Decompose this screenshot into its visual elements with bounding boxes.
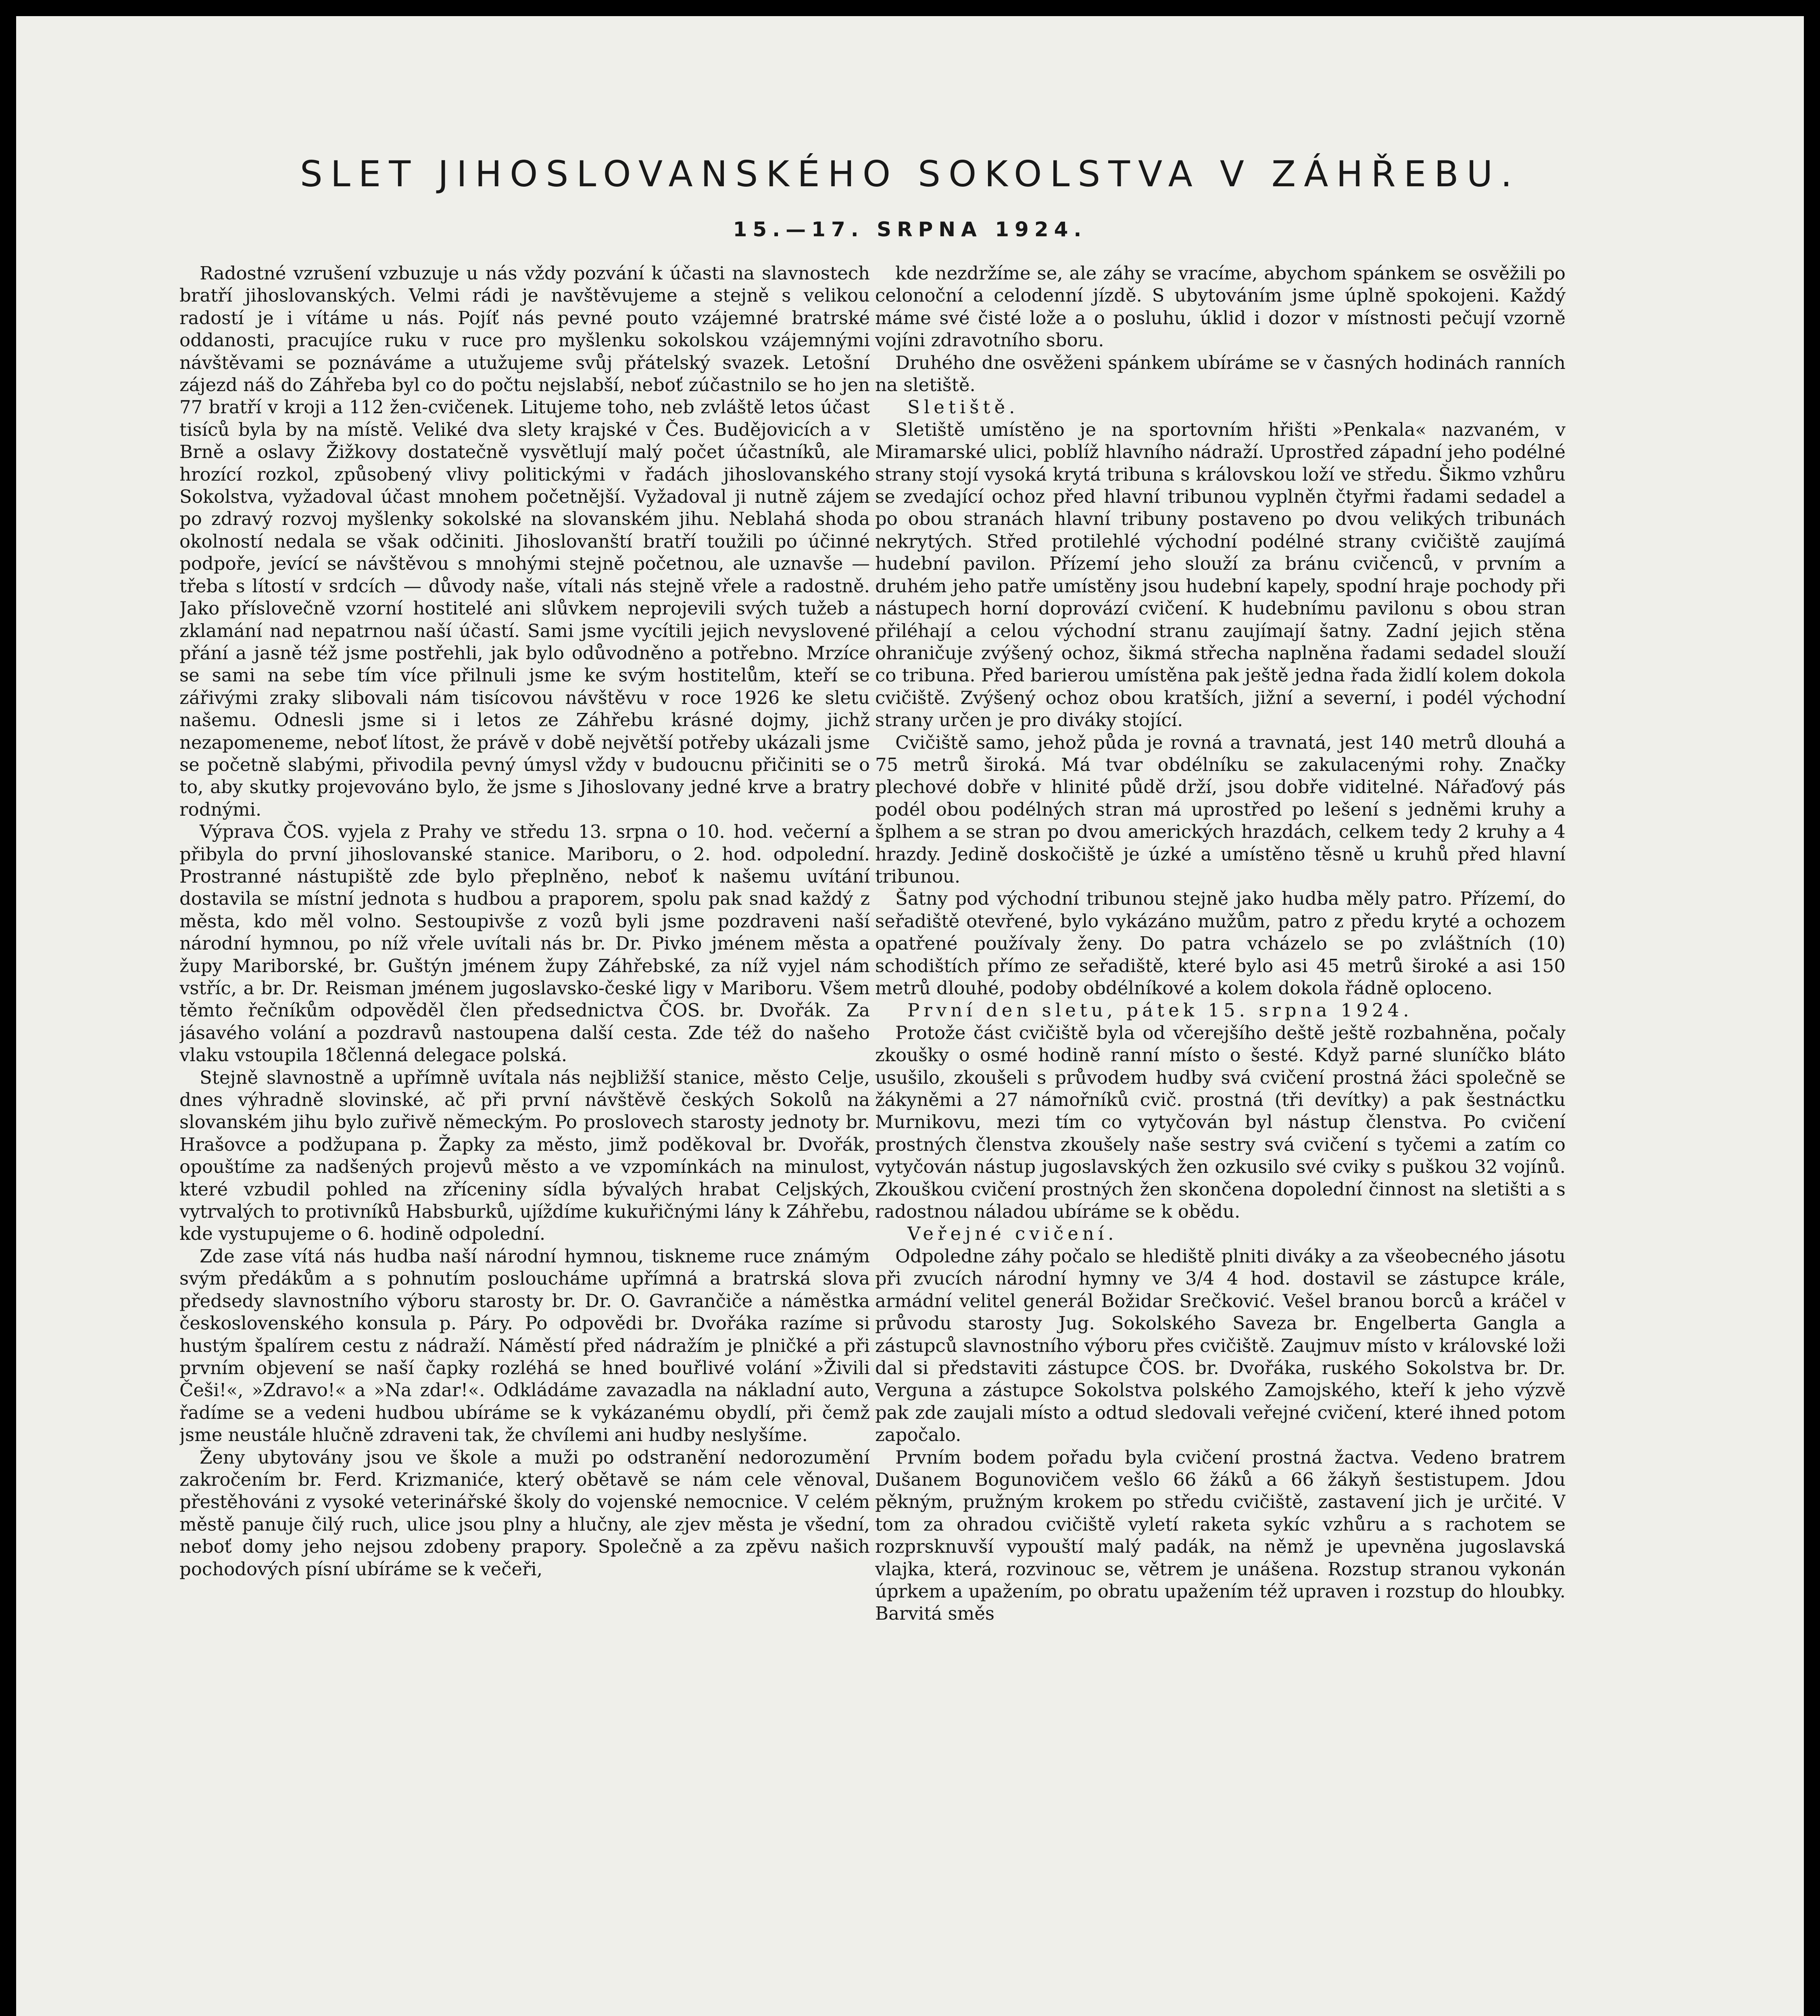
paragraph: Radostné vzrušení vzbuzuje u nás vždy pozvání k účasti na slavnostech bratří jihoslovanských. Velmi rádi je navštěvujeme a stejně s velikou radostí je i vítáme u nás. Pojíť nás pevné pouto vzájemné bratrské oddanosti, pracujíce ruku v ruce pro myšlenku sokolskou vzájemnými návštěvami se poznáváme a utužujeme svůj přátelský svazek. Letošní zájezd náš do Záhřeba byl co do počtu nejslabší, neboť zúčastnilo se ho jen 77 bratří v kroji a 112 žen-cvičenek. Litujeme toho, neb zvláště letos účast tisíců byla by na místě. Veliké dva slety krajské v Čes. Budějovicích a v Brně a oslavy Žižkovy dostatečně vysvětlují malý počet účastníků, ale hrozící rozkol, způsobený vlivy politickými v řadách jihoslovanského Sokolstva, vyžadoval účast mnohem početnější. Vyžadoval ji nutně zájem po zdravý rozvoj myšlenky sokolské na slovanském jihu. Neblahá shoda okolností nedala se však odčiniti. Jihoslovanští bratří toužili po účinné podpoře, jevící se návštěvou s mnohými stejně početnou, ale uznavše — třeba s lítostí v srdcích — důvody naše, vítali nás stejně vřele a radostně. Jako příslovečně vzorní hostitelé ani slůvkem neprojevili svých tužeb a zklamání nad nepatrnou naší účastí. Sami jsme vycítili jejich nevyslovené přání a jasně též jsme postřehli, jak bylo odůvodněno a potřebno. Mrzíce se sami na sebe tím více přilnuli jsme ke svým hostitelům, kteří se zářivými zraky slibovali nám tisícovou návštěvu v roce 1926 ke sletu našemu. Odnesli jsme si i letos ze Záhřebu krásné dojmy, jichž nezapomeneme, neboť lítost, že právě v době největší potřeby ukázali jsme se početně slabými, přivodila pevný úmysl vždy v budoucnu přičiniti se o to, aby skutky projevováno bylo, že jsme s Jihoslovany jedné krve a bratry rodnými. [179,262,870,820]
paragraph: Odpoledne záhy počalo se hlediště plniti diváky a za všeobecného jásotu při zvucích národní hymny ve 3/4 4 hod. dostavil se zástupce krále, armádní velitel generál Božidar Srečković. Vešel branou borců a kráčel v průvodu starosty Jug. Sokolského Saveza br. Engelberta Gangla a zástupců slavnostního výboru přes cvičiště. Zaujmuv místo v královské loži dal si představiti zástupce ČOS. br. Dvořáka, ruského Sokolstva br. Dr. Verguna a zástupce Sokolstva polského Zamojského, kteří k jeho výzvě pak zde zaujali místo a odtud sledovali veřejné cvičení, které ihned potom započalo. [875,1245,1566,1446]
section-heading: Sletiště. [907,396,1019,418]
paragraph: kde nezdržíme se, ale záhy se vracíme, abychom spánkem se osvěžili po celonoční a celodenní jízdě. S ubytováním jsme úplně spokojeni. Každý máme své čisté lože a o posluhu, úklid i dozor v místnosti pečují vzorně vojíni zdravotního sboru. [875,262,1566,351]
left-column [179,262,870,1988]
section-heading: Veřejné cvičení. [907,1223,1118,1245]
paragraph: Ženy ubytovány jsou ve škole a muži po odstranění nedorozumění zakročením br. Ferd. Krizmaniće, který obětavě se nám cele věnoval, přestěhováni z vysoké veterinářské školy do vojenské nemocnice. V celém městě panuje čilý ruch, ulice jsou plny a hlučny, ale zjev města je všední, neboť domy jeho nejsou zdobeny prapory. Společně a za zpěvu našich pochodových písní ubíráme se k večeři, [179,1446,870,1580]
page [16,16,1804,2016]
paragraph: Šatny pod východní tribunou stejně jako hudba měly patro. Přízemí, do seřadiště otevřené, bylo vykázáno mužům, patro z předu kryté a ochozem opatřené používaly ženy. Do patra vcházelo se po zvláštních (10) schodištích přímo ze seřadiště, které bylo asi 45 metrů široké a asi 150 metrů dlouhé, podoby obdélníkové a kolem dokola řádně oploceno. [875,888,1566,999]
paragraph: Výprava ČOS. vyjela z Prahy ve středu 13. srpna o 10. hod. večerní a přibyla do první jihoslovanské stanice. Mariboru, o 2. hod. odpolední. Prostranné nástupiště zde bylo přeplněno, neboť k našemu uvítání dostavila se místní jednota s hudbou a praporem, spolu pak snad každý z města, kdo měl volno. Sestoupivše z vozů byli jsme pozdraveni naší národní hymnou, po níž vřele uvítali nás br. Dr. Pivko jménem města a župy Mariborské, br. Guštýn jménem župy Záhřebské, za níž vyjel nám vstříc, a br. Dr. Reisman jménem jugoslavsko-české ligy v Mariboru. Všem těmto řečníkům odpověděl člen předsednictva ČOS. br. Dvořák. Za jásavého volání a pozdravů nastoupena další cesta. Zde též do našeho vlaku vstoupila 18členná delegace polská. [179,821,870,1066]
right-column [875,262,1566,1988]
paragraph: Stejně slavnostně a upřímně uvítala nás nejbližší stanice, město Celje, dnes výhradně slovinské, ač při první návštěvě českých Sokolů na slovanském jihu bylo zuřivě německým. Po proslovech starosty jednoty br. Hrašovce a podžupana p. Žapky za město, jimž poděkoval br. Dvořák, opouštíme za nadšených projevů město a ve vzpomínkách na minulost, které vzbudil pohled na zříceniny sídla bývalých hrabat Celjských, vytrvalých to protivníků Habsburků, ujíždíme kukuřičnými lány k Záhřebu, kde vystupujeme o 6. hodině odpolední. [179,1066,870,1245]
paragraph: Protože část cvičiště byla od včerejšího deště ještě rozbahněna, počaly zkoušky o osmé hodině ranní místo o šesté. Když parné sluníčko bláto usušilo, zkoušeli s průvodem hudby svá cvičení prostná žáci společně se žákyněmi a 27 námořníků cvič. prostná (tři devítky) a pak šestnáctku Murnikovu, mezi tím co vytyčován byl nástup členstva. Po cvičení prostných členstva zkoušely naše sestry svá cvičení s tyčemi a zatím co vytyčován nástup jugoslavských žen ozkusilo své cviky s puškou 32 vojínů. Zkouškou cvičení prostných žen skončena dopolední činnost na sletišti a s radostnou náladou ubíráme se k obědu. [875,1022,1566,1223]
article-title: SLET JIHOSLOVANSKÉHO SOKOLSTVA V ZÁHŘEBU. [300,153,1520,195]
section-heading: První den sletu, pátek 15. srpna 1924. [907,1000,1413,1021]
article-date: 15.—17. SRPNA 1924. [733,218,1087,241]
paragraph: Sletiště umístěno je na sportovním hřišti »Penkala« nazvaném, v Miramarské ulici, poblíž hlavního nádraží. Uprostřed západní jeho podélné strany stojí vysoká krytá tribuna s královskou loží ve středu. Šikmo vzhůru se zvedající ochoz před hlavní tribunou vyplněn čtyřmi řadami sedadel a po obou stranách hlavní tribuny postaveno po dvou velikých tribunách nekrytých. Střed protilehlé východní podélné strany cvičiště zaujímá hudební pavilon. Přízemí jeho slouží za bránu cvičenců, v prvním a druhém jeho patře umístěny jsou hudební kapely, spodní hraje pochody při nástupech horní doprovází cvičení. K hudebnímu pavilonu s obou stran přiléhají a celou východní stranu zaujímají šatny. Zadní jejich stěna ohraničuje zvýšený ochoz, šikmá střecha naplněna řadami sedadel slouží co tribuna. Před barierou umístěna pak ještě jedna řada židlí kolem dokola cvičiště. Zvýšený ochoz obou kratších, jižní a severní, i podél východní strany určen je pro diváky stojící. [875,419,1566,731]
paragraph: Prvním bodem pořadu byla cvičení prostná žactva. Vedeno bratrem Dušanem Bogunovičem vešlo 66 žáků a 66 žákyň šestistupem. Jdou pěkným, pružným krokem po středu cvičiště, zastavení jich je určité. V tom za ohradou cvičiště vyletí raketa sykíc vzhůru a s rachotem se rozprsknuvší vypouští malý padák, na němž je upevněna jugoslavská vlajka, která, rozvinouc se, větrem je unášena. Rozstup stranou vykonán úprkem a upažením, po obratu upažením též upraven i rozstup do hloubky. Barvitá směs [875,1446,1566,1624]
paragraph: Cvičiště samo, jehož půda je rovná a travnatá, jest 140 metrů dlouhá a 75 metrů široká. Má tvar obdélníku se zakulacenými rohy. Značky plechové dobře v hlinité půdě drží, jsou dobře viditelné. Nářaďový pás podél obou podélných stran má uprostřed po lešení s jedněmi kruhy a šplhem a se stran po dvou amerických hrazdách, celkem tedy 2 kruhy a 4 hrazdy. Jedině doskočiště je úzké a umístěno těsně u kruhů před hlavní tribunou. [875,731,1566,887]
paragraph: Druhého dne osvěženi spánkem ubíráme se v časných hodinách ranních na sletiště. [875,352,1566,396]
paragraph: Zde zase vítá nás hudba naší národní hymnou, tiskneme ruce známým svým předákům a s pohnutím posloucháme upřímná a bratrská slova předsedy slavnostního výboru starosty br. Dr. O. Gavrančiče a náměstka československého konsula p. Páry. Po odpovědi br. Dvořáka razíme si hustým špalírem cestu z nádraží. Náměstí před nádražím je plničké a při prvním objevení se naší čapky rozléhá se hned bouřlivé volání »Živili Češi!«, »Zdravo!« a »Na zdar!«. Odkládáme zavazadla na nákladní auto, řadíme se a vedeni hudbou ubíráme se k vykázanému obydlí, při čemž jsme neustále hlučně zdraveni tak, že chvílemi ani hudby neslyšíme. [179,1245,870,1446]
